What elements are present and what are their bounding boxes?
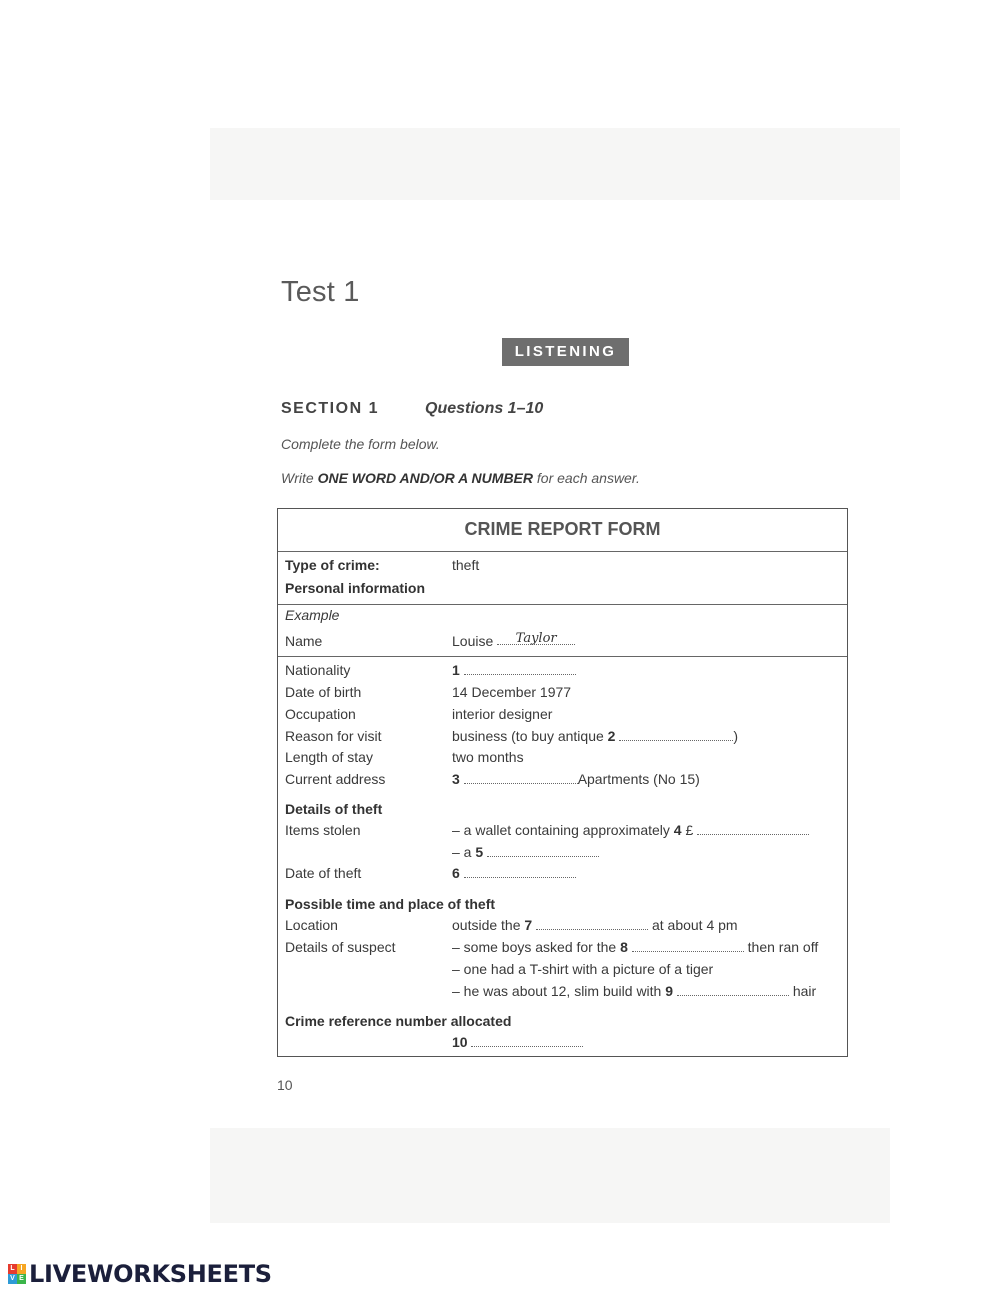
question-number: 1 — [452, 662, 460, 678]
row-ref-number — [278, 1032, 847, 1052]
theft-heading: Details of theft — [285, 801, 383, 817]
answer-blank-2[interactable] — [619, 727, 733, 741]
question-number: 10 — [452, 1034, 468, 1050]
nationality-label: Nationality — [285, 662, 351, 678]
personal-info-heading: Personal information — [285, 580, 426, 596]
dob-value: 14 December 1977 — [452, 684, 572, 700]
ref-heading: Crime reference number allocated — [285, 1013, 512, 1029]
instruction-complete: Complete the form below. — [281, 436, 440, 452]
suspect-detail-tiger: – one had a T-shirt with a picture of a tiger — [452, 961, 714, 977]
row-suspect-2 — [278, 959, 847, 979]
name-value: Louise Taylor — [452, 631, 575, 651]
question-number: 2 — [607, 728, 616, 744]
answer-blank-4[interactable] — [697, 821, 809, 835]
question-number: 7 — [524, 917, 533, 933]
section-questions: Questions 1–10 — [425, 400, 544, 417]
row-item-2: – a 5 — [278, 842, 847, 862]
length-value: two months — [452, 749, 524, 765]
logo-text: LIVEWORKSHEETS — [29, 1260, 272, 1288]
page-number: 10 — [277, 1077, 293, 1093]
row-date-of-birth — [278, 682, 847, 702]
row-location: Location outside the 7 at about 4 pm — [285, 917, 738, 933]
row-theft-heading — [278, 799, 847, 819]
occupation-label: Occupation — [285, 706, 356, 722]
question-number: 9 — [665, 983, 674, 999]
answer-blank-7[interactable] — [536, 916, 648, 930]
scan-shadow-bottom — [210, 1128, 890, 1223]
suspect-label: Details of suspect — [285, 939, 396, 955]
liveworksheets-logo[interactable] — [8, 1258, 272, 1290]
logo-mark-icon: L I V E — [8, 1264, 26, 1284]
row-length-of-stay — [278, 747, 847, 767]
scan-shadow-top — [210, 128, 900, 200]
answer-blank-6[interactable] — [464, 864, 576, 878]
divider — [278, 551, 847, 552]
row-suspect-3: – he was about 12, slim build with 9 hair — [452, 983, 817, 999]
name-answer-blank — [497, 631, 575, 645]
form-title: CRIME REPORT FORM — [464, 519, 661, 539]
row-personal-heading — [278, 578, 847, 598]
dob-label: Date of birth — [285, 684, 362, 700]
name-answer: Taylor — [515, 631, 557, 646]
listening-badge: LISTENING — [502, 338, 629, 366]
location-label: Location — [285, 917, 338, 933]
answer-blank-8[interactable] — [632, 938, 744, 952]
row-nationality — [278, 660, 847, 680]
date-theft-label: Date of theft — [285, 865, 362, 881]
example-label: Example — [285, 607, 340, 623]
possible-heading: Possible time and place of theft — [285, 896, 496, 912]
row-occupation — [278, 704, 847, 724]
row-ref-heading — [278, 1011, 847, 1031]
question-number: 4 — [673, 822, 682, 838]
instruction-answer-format: Write ONE WORD AND/OR A NUMBER for each answer. — [281, 470, 640, 486]
row-possible-heading — [278, 894, 847, 914]
answer-blank-1[interactable] — [464, 661, 576, 675]
length-label: Length of stay — [285, 749, 373, 765]
crime-report-form — [277, 508, 848, 1057]
type-of-crime-label: Type of crime: — [285, 557, 380, 573]
row-reason-for-visit: Reason for visit business (to buy antique 2 ) — [285, 728, 739, 744]
name-label: Name — [285, 633, 323, 649]
row-name — [278, 631, 847, 651]
answer-blank-9[interactable] — [677, 982, 789, 996]
row-example — [278, 605, 847, 625]
reason-label: Reason for visit — [285, 728, 382, 744]
answer-blank-3[interactable] — [464, 770, 578, 784]
page-title: Test 1 — [281, 276, 360, 308]
row-date-of-theft — [278, 863, 847, 883]
question-number: 8 — [620, 939, 628, 955]
row-current-address: Current address 3 Apartments (No 15) — [285, 771, 700, 787]
question-number: 6 — [452, 865, 460, 881]
instruction-emphasis: ONE WORD AND/OR A NUMBER — [317, 470, 533, 486]
answer-blank-5[interactable] — [487, 843, 599, 857]
answer-blank-10[interactable] — [471, 1033, 583, 1047]
divider — [278, 656, 847, 657]
section-label: SECTION 1 — [281, 400, 379, 417]
row-items-stolen: Items stolen – a wallet containing approximately 4 £ — [278, 820, 847, 840]
question-number: 3 — [452, 771, 460, 787]
row-suspect: Details of suspect – some boys asked for the 8 then ran off — [285, 939, 819, 955]
type-of-crime-value: theft — [452, 557, 480, 573]
address-label: Current address — [285, 771, 386, 787]
occupation-value: interior designer — [452, 706, 553, 722]
row-type-of-crime — [278, 555, 847, 575]
question-number: 5 — [475, 844, 484, 860]
items-label: Items stolen — [285, 822, 361, 838]
